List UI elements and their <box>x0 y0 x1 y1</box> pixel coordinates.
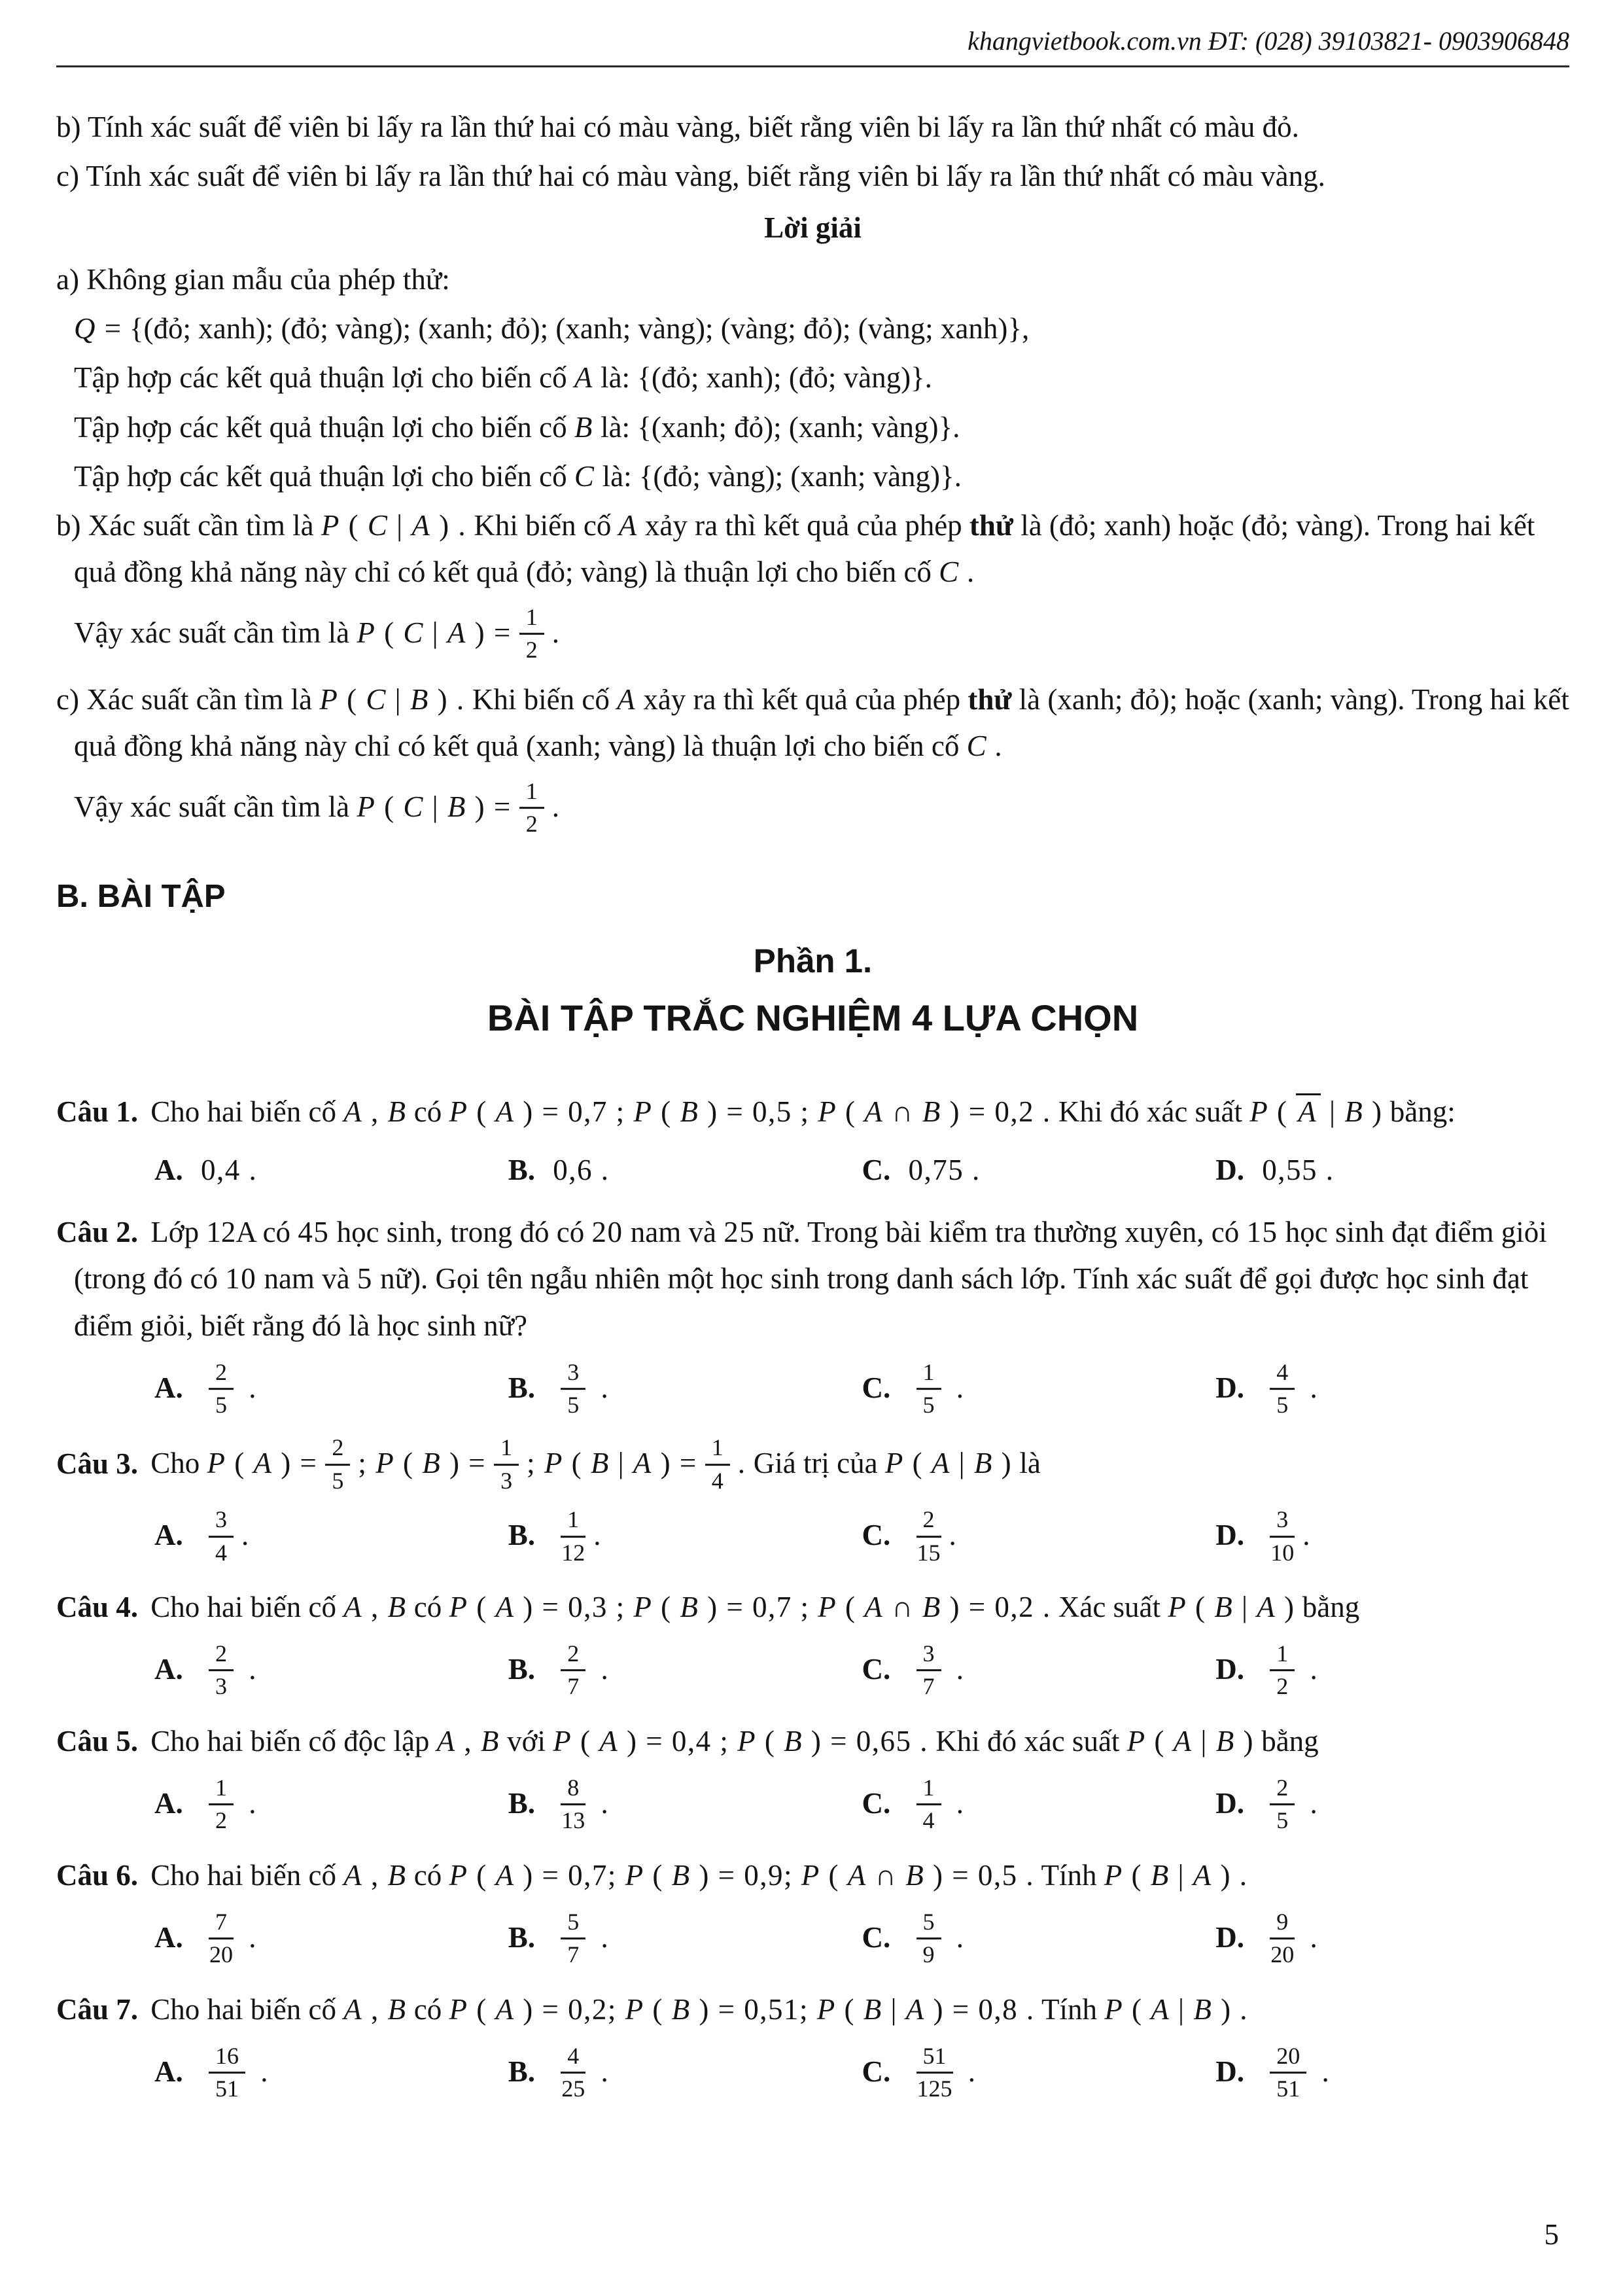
fraction-numerator: 1 <box>519 778 544 809</box>
question <box>56 1718 1569 1837</box>
math-expression: C <box>966 729 988 762</box>
math-expression: ; P ( B ) = <box>358 1447 487 1480</box>
math-expression: | B ) <box>1321 1095 1383 1129</box>
fraction-denominator: 5 <box>215 1392 227 1419</box>
math-expression: 0,4 . <box>201 1154 258 1187</box>
answer-option: C. $\frac{2}{15}$ . <box>862 1506 956 1566</box>
sub: Q = {(đỏ; xanh); (đỏ; vàng); (xanh; đỏ); (xanh; vàng); (vàng; đỏ); (vàng; xanh)}, <box>74 312 1030 345</box>
fraction-denominator: 5 <box>922 1392 935 1419</box>
fraction-numerator: 1 <box>209 1775 234 1805</box>
fraction <box>916 1909 941 1969</box>
answer-option: A. $\frac{16}{51}$ . <box>154 2042 268 2102</box>
math-expression: A <box>574 361 593 395</box>
fraction-numerator: 20 <box>1270 2043 1306 2074</box>
answer-row <box>56 2042 1569 2105</box>
bold-text: thử <box>968 682 1012 716</box>
answer-label: A. <box>154 1519 183 1552</box>
answer-label: D. <box>1215 1653 1244 1686</box>
fraction-denominator: 4 <box>215 1539 227 1566</box>
fraction <box>1270 1640 1295 1701</box>
math-expression: 25 <box>724 1216 756 1249</box>
document-content <box>56 104 1569 2104</box>
math-expression: A , B <box>343 1590 407 1623</box>
fraction <box>1270 1506 1295 1566</box>
fraction <box>209 1775 234 1835</box>
answer-label: A. <box>154 1787 183 1820</box>
fraction-denominator: 5 <box>1276 1807 1289 1834</box>
sub: Tập hợp các kết quả thuận lợi cho biến cố C là: {(đỏ; vàng); (xanh; vàng)}. <box>74 459 962 493</box>
math-expression: ; P ( B | A ) = <box>527 1447 697 1480</box>
fraction-numerator: 7 <box>209 1909 234 1939</box>
math-expression: A , B <box>436 1724 500 1757</box>
math-expression: 20 <box>591 1216 623 1249</box>
indent: Vậy xác suất cần tìm là P ( C | A ) = $\frac{1}{2}$ . <box>74 604 559 663</box>
math-expression: . <box>737 1447 746 1480</box>
math-expression: A <box>617 682 637 716</box>
answer-label: C. <box>862 1371 891 1404</box>
header-divider <box>56 65 1569 67</box>
fraction <box>494 1435 519 1495</box>
fraction <box>519 778 544 838</box>
answer-row <box>56 1358 1569 1421</box>
question <box>56 1089 1569 1193</box>
answer-option <box>1215 1147 1569 1193</box>
answer-label: A. <box>154 1921 183 1954</box>
fraction-numerator: 51 <box>916 2043 953 2074</box>
fraction <box>1270 1909 1295 1969</box>
fraction-numerator: 5 <box>916 1909 941 1939</box>
answer-option: A. $\frac{7}{20}$ . <box>154 1908 256 1968</box>
question <box>56 1987 1569 2105</box>
list-label: b) <box>56 111 88 143</box>
answer-label: A. <box>154 1154 183 1187</box>
fraction-denominator: 5 <box>567 1392 580 1419</box>
math-expression: 15 <box>1246 1216 1278 1249</box>
question <box>56 1584 1569 1703</box>
fraction-denominator: 2 <box>215 1807 227 1834</box>
answer-option: A. $\frac{2}{3}$ . <box>154 1640 256 1700</box>
fraction <box>916 1775 941 1835</box>
fraction-numerator: 3 <box>209 1506 234 1537</box>
answer-label: C. <box>862 1787 891 1820</box>
answer-option: B. $\frac{2}{7}$ . <box>508 1640 608 1700</box>
fraction-denominator: 2 <box>525 637 538 663</box>
question-label: Câu 6. <box>56 1858 139 1892</box>
answer-option: C. $\frac{5}{9}$ . <box>862 1908 964 1968</box>
fraction-numerator: 2 <box>325 1435 350 1466</box>
answer-option <box>154 1147 508 1193</box>
fraction <box>1270 1359 1295 1419</box>
answer-option: C. $\frac{1}{5}$ . <box>862 1358 964 1419</box>
math-expression: 45 <box>298 1216 330 1249</box>
fraction <box>916 2043 953 2103</box>
answer-option: D. $\frac{20}{51}$ . <box>1215 2042 1329 2102</box>
answer-option: D. $\frac{9}{20}$ . <box>1215 1908 1318 1968</box>
item: c) Xác suất cần tìm là P ( C | B ) . Khi biến cố A xảy ra thì kết quả của phép thử là (xanh; đỏ); hoặc (xanh; vàng). Trong hai kết quả đồng khả năng này chỉ có kết quả (xanh; vàng) là thuận lợi cho biến cố C . <box>56 682 1569 762</box>
answer-label: C. <box>862 1653 891 1686</box>
fraction <box>325 1435 350 1495</box>
answer-label: A. <box>154 1371 183 1404</box>
answer-option <box>862 1147 1216 1193</box>
answer-option: A. $\frac{3}{4}$ . <box>154 1506 249 1566</box>
item: c) Tính xác suất để viên bi lấy ra lần thứ hai có màu vàng, biết rằng viên bi lấy ra lần thứ nhất có màu vàng. <box>56 160 1325 193</box>
fraction-denominator: 13 <box>561 1807 585 1834</box>
question-text: Câu 2. Lớp 12A có 45 học sinh, trong đó có 20 nam và 25 nữ. Trong bài kiểm tra thường xuyên, có 15 học sinh đạt điểm giỏi (trong đó có 10 nam và 5 nữ). Gọi tên ngẫu nhiên một học sinh trong danh sách lớp. Tính xác suất để gọi được học sinh đạt điểm giỏi, biết rằng đó là học sinh nữ? <box>56 1216 1547 1342</box>
math-expression: P ( A ) = 0,3 ; P ( B ) = 0,7 ; P ( A ∩ B ) = 0,2 . <box>449 1590 1051 1623</box>
answer-option: A. $\frac{1}{2}$ . <box>154 1775 256 1834</box>
answer-row <box>56 1508 1569 1568</box>
list-label: c) <box>56 682 87 716</box>
question-label: Câu 1. <box>56 1095 139 1129</box>
answer-label: C. <box>862 1154 891 1187</box>
answer-option: D. $\frac{4}{5}$ . <box>1215 1358 1318 1419</box>
question-text: Câu 3. Cho P ( A ) = $\frac{2}{5}$ ; P ( B ) = $\frac{1}{3}$ ; P ( B | A ) = $\frac{1}{4}$ . Giá trị của P ( A | B ) là <box>56 1434 1041 1494</box>
math-expression: B <box>574 410 593 444</box>
answer-label: D. <box>1215 1921 1244 1954</box>
fraction-numerator: 1 <box>1270 1640 1295 1671</box>
math-expression: A , B <box>343 1095 407 1129</box>
question-text: Câu 6. Cho hai biến cố A , B có P ( A ) = 0,7; P ( B ) = 0,9; P ( A ∩ B ) = 0,5 . Tính P ( B | A ) . <box>56 1858 1248 1892</box>
answer-label: C. <box>862 2055 891 2088</box>
fraction-numerator: 3 <box>561 1359 585 1390</box>
page-number: 5 <box>1544 2217 1559 2251</box>
fraction-numerator: 1 <box>916 1775 941 1805</box>
fraction-numerator: 2 <box>209 1640 234 1671</box>
math-overline <box>1296 1095 1321 1128</box>
answer-label: D. <box>1215 1519 1244 1552</box>
answer-row <box>56 1776 1569 1837</box>
answer-label: B. <box>508 1787 536 1820</box>
answer-label: D. <box>1215 1787 1244 1820</box>
fraction-numerator: 4 <box>561 2043 585 2074</box>
fraction <box>916 1506 941 1566</box>
fraction-numerator: 1 <box>561 1506 585 1537</box>
header-site-info: khangvietbook.com.vn ĐT: (028) 39103821- 0903906848 <box>968 26 1569 56</box>
answer-label: D. <box>1215 1371 1244 1404</box>
math-expression: P ( B | A ) <box>1168 1590 1295 1623</box>
fraction-numerator: 4 <box>1270 1359 1295 1390</box>
indent: Vậy xác suất cần tìm là P ( C | B ) = $\frac{1}{2}$ . <box>74 778 559 838</box>
item: b) Tính xác suất để viên bi lấy ra lần thứ hai có màu vàng, biết rằng viên bi lấy ra lần thứ nhất có màu đỏ. <box>56 111 1299 143</box>
fraction <box>1270 1775 1295 1835</box>
fraction <box>1270 2043 1306 2103</box>
fraction-denominator: 7 <box>567 1673 580 1700</box>
math-expression: 0,6 . <box>553 1154 610 1187</box>
fraction-numerator: 1 <box>705 1435 730 1466</box>
fraction <box>916 1640 941 1701</box>
list-label: b) <box>56 508 88 542</box>
math-expression: C <box>574 459 595 493</box>
math-expression: P ( <box>1249 1095 1297 1129</box>
fraction-denominator: 25 <box>561 2075 585 2102</box>
math-expression: P ( C | A ) = <box>357 616 512 650</box>
fraction <box>561 2043 585 2103</box>
answer-row <box>56 1147 1569 1193</box>
fraction-denominator: 51 <box>215 2075 239 2102</box>
fraction-numerator: 2 <box>209 1359 234 1390</box>
math-expression: P ( A ) = 0,2; P ( B ) = 0,51; P ( B | A ) = 0,8 . <box>449 1992 1035 2026</box>
fraction <box>561 1506 585 1566</box>
answer-option: B. $\frac{8}{13}$ . <box>508 1775 608 1834</box>
question-label: Câu 7. <box>56 1992 139 2026</box>
answer-label: A. <box>154 2055 183 2088</box>
fraction-numerator: 1 <box>916 1359 941 1390</box>
math-expression: P ( C | A ) . <box>321 508 467 542</box>
math-expression: P ( A ) = 0,7; P ( B ) = 0,9; P ( A ∩ B ) = 0,5 . <box>449 1858 1035 1892</box>
fraction <box>209 2043 245 2103</box>
fraction-denominator: 3 <box>500 1467 513 1494</box>
math-expression: A , B <box>343 1858 407 1892</box>
fraction-denominator: 10 <box>1270 1539 1295 1566</box>
math-expression: C <box>939 555 960 588</box>
fraction-numerator: 5 <box>561 1909 585 1939</box>
fraction-denominator: 51 <box>1276 2075 1300 2102</box>
center-subheading: BÀI TẬP TRẮC NGHIỆM 4 LỰA CHỌN <box>487 997 1139 1038</box>
fraction-denominator: 3 <box>215 1673 227 1700</box>
answer-label: A. <box>154 1653 183 1686</box>
page-header <box>56 25 1569 58</box>
math-expression: P ( A | B ) . <box>1104 1992 1249 2026</box>
item: a) Không gian mẫu của phép thử: <box>56 263 450 296</box>
answer-option: D. $\frac{1}{2}$ . <box>1215 1640 1318 1700</box>
fraction-numerator: 3 <box>1270 1506 1295 1537</box>
sub: Tập hợp các kết quả thuận lợi cho biến cố A là: {(đỏ; xanh); (đỏ; vàng)}. <box>74 361 932 395</box>
fraction <box>209 1640 234 1701</box>
bold-text: thử <box>969 508 1013 542</box>
math-expression: 0,55 . <box>1262 1154 1335 1187</box>
fraction-numerator: 3 <box>916 1640 941 1671</box>
fraction-denominator: 12 <box>561 1539 585 1566</box>
fraction-denominator: 2 <box>1276 1673 1289 1700</box>
answer-option: B. $\frac{4}{25}$ . <box>508 2042 608 2102</box>
answer-label: B. <box>508 1519 536 1552</box>
fraction-denominator: 7 <box>567 1941 580 1968</box>
answer-option: D. $\frac{2}{5}$ . <box>1215 1775 1318 1834</box>
math-expression: 0,75 . <box>908 1154 981 1187</box>
answer-option: C. $\frac{51}{125}$ . <box>862 2042 975 2102</box>
fraction <box>705 1435 730 1495</box>
fraction <box>561 1775 585 1835</box>
answer-label: B. <box>508 1921 536 1954</box>
math-expression: 5 <box>357 1262 373 1296</box>
math-expression: P ( A | B ) <box>884 1447 1013 1480</box>
math-expression: P ( C | B ) = <box>357 790 512 824</box>
math-expression: P ( A ) = <box>207 1447 318 1480</box>
answer-label: B. <box>508 1653 536 1686</box>
fraction-denominator: 20 <box>1270 1941 1295 1968</box>
item: b) Xác suất cần tìm là P ( C | A ) . Khi biến cố A xảy ra thì kết quả của phép thử là (đỏ; xanh) hoặc (đỏ; vàng). Trong hai kết quả đồng khả năng này chỉ có kết quả (đỏ; vàng) là thuận lợi cho biến cố C . <box>56 508 1535 588</box>
sub: Tập hợp các kết quả thuận lợi cho biến cố B là: {(xanh; đỏ); (xanh; vàng)}. <box>74 410 960 444</box>
fraction-numerator: 1 <box>494 1435 519 1466</box>
fraction-denominator: 20 <box>209 1941 233 1968</box>
math-expression: P ( B | A ) . <box>1104 1858 1248 1892</box>
fraction-numerator: 8 <box>561 1775 585 1805</box>
fraction <box>209 1909 234 1969</box>
answer-label: B. <box>508 2055 536 2088</box>
fraction-numerator: 2 <box>916 1506 941 1537</box>
fraction-denominator: 9 <box>922 1941 935 1968</box>
math-expression: P ( A ) = 0,7 ; P ( B ) = 0,5 ; P ( A ∩ B ) = 0,2 . <box>449 1095 1051 1129</box>
fraction-numerator: 2 <box>561 1640 585 1671</box>
math-expression: Q = <box>74 312 122 345</box>
answer-label: D. <box>1215 1154 1244 1187</box>
math-expression: A , B <box>343 1992 407 2026</box>
question <box>56 1209 1569 1421</box>
question-text: Câu 4. Cho hai biến cố A , B có P ( A ) = 0,3 ; P ( B ) = 0,7 ; P ( A ∩ B ) = 0,2 . Xác suất P ( B | A ) bằng <box>56 1590 1360 1623</box>
question-label: Câu 5. <box>56 1724 139 1757</box>
question-text: Câu 1. Cho hai biến cố A , B có P ( A ) = 0,7 ; P ( B ) = 0,5 ; P ( A ∩ B ) = 0,2 . Khi đó xác suất P ( A | B ) bằng: <box>56 1089 1569 1135</box>
answer-row <box>56 1908 1569 1971</box>
answer-label: C. <box>862 1921 891 1954</box>
fraction-denominator: 2 <box>525 811 538 838</box>
fraction-denominator: 4 <box>922 1807 935 1834</box>
answer-label: D. <box>1215 2055 1244 2088</box>
math-expression: A <box>618 508 638 542</box>
list-label: c) <box>56 160 86 193</box>
fraction <box>561 1640 585 1701</box>
center-bold: Lời giải <box>764 211 862 245</box>
math-expression: P ( A | B ) <box>1126 1724 1254 1757</box>
overline-variable: A <box>1296 1093 1321 1127</box>
question-label: Câu 2. <box>56 1216 139 1249</box>
answer-option: B. $\frac{3}{5}$ . <box>508 1358 608 1419</box>
fraction-denominator: 5 <box>332 1467 344 1494</box>
fraction <box>209 1506 234 1566</box>
math-expression: P ( A ) = 0,4 ; P ( B ) = 0,65 . <box>553 1724 928 1757</box>
answer-label: B. <box>508 1371 536 1404</box>
fraction <box>561 1359 585 1419</box>
fraction-denominator: 4 <box>711 1467 724 1494</box>
fraction-numerator: 16 <box>209 2043 245 2074</box>
fraction-numerator: 1 <box>519 604 544 635</box>
section-heading: B. BÀI TẬP <box>56 878 226 914</box>
question <box>56 1436 1569 1568</box>
answer-option: C. $\frac{3}{7}$ . <box>862 1640 964 1700</box>
center-heading: Phần 1. <box>753 942 873 980</box>
answer-option <box>508 1147 862 1193</box>
fraction <box>561 1909 585 1969</box>
fraction-numerator: 2 <box>1270 1775 1295 1805</box>
math-expression: P ( C | B ) . <box>319 682 465 716</box>
answer-option: A. $\frac{2}{5}$ . <box>154 1358 256 1419</box>
list-label: a) <box>56 263 87 296</box>
fraction <box>519 604 544 664</box>
answer-option: D. $\frac{3}{10}$ . <box>1215 1506 1310 1566</box>
question-label: Câu 4. <box>56 1590 139 1623</box>
fraction <box>209 1359 234 1419</box>
fraction <box>916 1359 941 1419</box>
question-label: Câu 3. <box>56 1447 139 1480</box>
fraction-denominator: 125 <box>916 2075 952 2102</box>
question-text: Câu 7. Cho hai biến cố A , B có P ( A ) = 0,2; P ( B ) = 0,51; P ( B | A ) = 0,8 . Tính P ( A | B ) . <box>56 1992 1249 2026</box>
fraction-denominator: 7 <box>922 1673 935 1700</box>
math-expression: 10 <box>225 1262 257 1296</box>
fraction-denominator: 5 <box>1276 1392 1289 1419</box>
fraction-numerator: 9 <box>1270 1909 1295 1939</box>
answer-label: B. <box>508 1154 536 1187</box>
answer-row <box>56 1642 1569 1703</box>
answer-option: C. $\frac{1}{4}$ . <box>862 1775 964 1834</box>
question <box>56 1852 1569 1971</box>
answer-label: C. <box>862 1519 891 1552</box>
fraction-denominator: 15 <box>916 1539 941 1566</box>
answer-option: B. $\frac{5}{7}$ . <box>508 1908 608 1968</box>
answer-option: B. $\frac{1}{12}$ . <box>508 1506 601 1566</box>
question-text: Câu 5. Cho hai biến cố độc lập A , B với P ( A ) = 0,4 ; P ( B ) = 0,65 . Khi đó xác suất P ( A | B ) bằng <box>56 1724 1319 1757</box>
